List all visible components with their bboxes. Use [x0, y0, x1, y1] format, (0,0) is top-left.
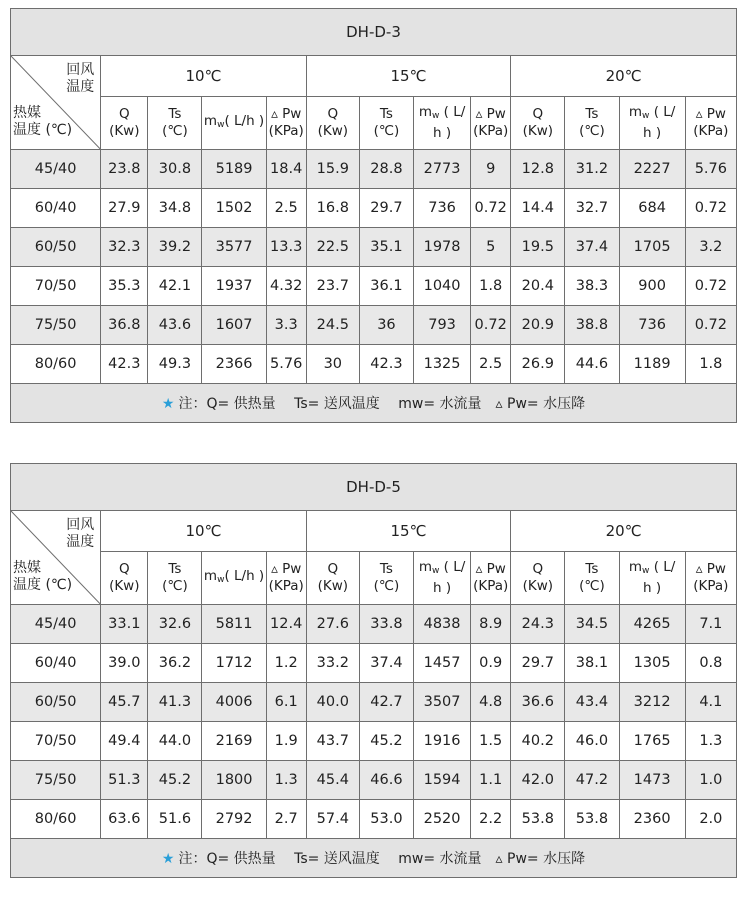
heat-medium-temp: 70/50 — [11, 722, 101, 761]
table-cell: 42.1 — [148, 267, 202, 306]
column-header-text: $m_w$ ( L/ — [418, 104, 466, 121]
table-row — [11, 345, 737, 384]
performance-table — [10, 463, 737, 878]
table-cell: 2.2 — [471, 800, 511, 839]
corner-text: 温度 (℃) — [13, 577, 73, 593]
subscript: w — [217, 574, 225, 585]
star-icon: ★ — [161, 851, 175, 867]
table-cell: 45.2 — [148, 761, 202, 800]
table-cell: 22.5 — [306, 228, 359, 267]
column-header — [414, 97, 471, 150]
return-air-temp-header: 10℃ — [101, 511, 307, 552]
table-cell: 29.7 — [359, 189, 413, 228]
table-cell: 1594 — [414, 761, 471, 800]
table-cell: 34.5 — [565, 605, 619, 644]
column-header — [266, 97, 306, 150]
column-header — [306, 97, 359, 150]
column-header — [414, 552, 471, 605]
table-cell: 43.4 — [565, 683, 619, 722]
table-cell: 53.8 — [511, 800, 565, 839]
table-cell: 15.9 — [306, 150, 359, 189]
table-cell: 39.0 — [101, 644, 148, 683]
table-cell: 2169 — [202, 722, 266, 761]
column-header-text: $m_w$ ( L/ — [628, 104, 676, 121]
return-air-temp-header: 15℃ — [306, 56, 511, 97]
table-cell: 1712 — [202, 644, 266, 683]
column-header — [359, 552, 413, 605]
table-cell: 19.5 — [511, 228, 565, 267]
table-cell: 1607 — [202, 306, 266, 345]
column-header — [202, 97, 266, 150]
table-cell: 53.0 — [359, 800, 413, 839]
table-cell: 36 — [359, 306, 413, 345]
table-cell: 900 — [619, 267, 685, 306]
table-cell: 1.2 — [266, 644, 306, 683]
column-header — [202, 552, 266, 605]
column-header-text: Q — [118, 106, 130, 122]
column-header-text: ▵ Pw — [695, 106, 726, 122]
column-header-text: (Kw) — [109, 123, 140, 139]
table-cell: 63.6 — [101, 800, 148, 839]
table-cell: 37.4 — [359, 644, 413, 683]
return-air-temp-header: 15℃ — [306, 511, 511, 552]
heat-medium-label — [13, 560, 72, 594]
column-header — [511, 97, 565, 150]
table-cell: 26.9 — [511, 345, 565, 384]
column-header-text: Ts — [585, 106, 599, 122]
table-cell: 20.4 — [511, 267, 565, 306]
heat-medium-temp: 45/40 — [11, 605, 101, 644]
title-row — [11, 9, 737, 56]
column-header-text: (℃) — [162, 123, 188, 139]
table-cell: 4.8 — [471, 683, 511, 722]
table-cell: 1473 — [619, 761, 685, 800]
column-header-row — [11, 552, 737, 605]
table-cell: 14.4 — [511, 189, 565, 228]
table-cell: 30.8 — [148, 150, 202, 189]
column-header-text: (Kw) — [317, 578, 349, 594]
return-air-temp-header: 20℃ — [511, 56, 737, 97]
table-cell: 1.0 — [685, 761, 736, 800]
table-cell: 736 — [619, 306, 685, 345]
corner-text: 热媒 — [13, 560, 41, 576]
table-cell: 24.5 — [306, 306, 359, 345]
table-cell: 44.6 — [565, 345, 619, 384]
table-cell: 45.2 — [359, 722, 413, 761]
column-header-text: (KPa) — [473, 123, 509, 139]
column-header-text: (KPa) — [268, 123, 304, 139]
column-header-text: (℃) — [373, 578, 400, 594]
column-header-text: ▵ Pw — [271, 106, 302, 122]
table-cell: 2773 — [414, 150, 471, 189]
column-header-text: Q — [118, 561, 130, 577]
column-header-text: ▵ Pw — [475, 561, 506, 577]
return-air-temp-header: 10℃ — [101, 56, 307, 97]
legend-note — [11, 839, 737, 878]
table-cell: 1.3 — [266, 761, 306, 800]
table-cell: 39.2 — [148, 228, 202, 267]
column-header — [266, 552, 306, 605]
column-header-text: ▵ Pw — [695, 561, 726, 577]
table-cell: 2360 — [619, 800, 685, 839]
table-cell: 38.8 — [565, 306, 619, 345]
table-cell: 40.2 — [511, 722, 565, 761]
table-cell: 0.72 — [471, 306, 511, 345]
subscript: w — [432, 111, 440, 121]
table-cell: 1.1 — [471, 761, 511, 800]
table-row — [11, 306, 737, 345]
column-header-text: h ) — [643, 580, 662, 596]
table-cell: 1.5 — [471, 722, 511, 761]
table-cell: 1.8 — [685, 345, 736, 384]
table-cell: 45.4 — [306, 761, 359, 800]
table-cell: 6.1 — [266, 683, 306, 722]
note-row — [11, 384, 737, 423]
table-cell: 1800 — [202, 761, 266, 800]
table-cell: 1978 — [414, 228, 471, 267]
column-header-text: Q — [532, 106, 544, 122]
column-header-text: h ) — [643, 125, 662, 141]
table-cell: 4006 — [202, 683, 266, 722]
table-cell: 1937 — [202, 267, 266, 306]
table-cell: 38.1 — [565, 644, 619, 683]
table-cell: 42.3 — [359, 345, 413, 384]
star-icon: ★ — [161, 396, 175, 412]
subscript: w — [642, 111, 650, 121]
table-cell: 4.1 — [685, 683, 736, 722]
table-cell: 27.9 — [101, 189, 148, 228]
table-cell: 5811 — [202, 605, 266, 644]
corner-text: 回风 — [66, 517, 95, 533]
column-header-text: (℃) — [373, 123, 400, 139]
subscript: w — [217, 119, 225, 130]
table-row — [11, 722, 737, 761]
column-header-text: Q — [327, 106, 339, 122]
table-cell: 27.6 — [306, 605, 359, 644]
column-header-text: h ) — [433, 125, 452, 141]
table-cell: 793 — [414, 306, 471, 345]
table-cell: 57.4 — [306, 800, 359, 839]
table-cell: 1765 — [619, 722, 685, 761]
heat-medium-label — [13, 105, 72, 139]
table-cell: 0.72 — [685, 189, 736, 228]
column-header — [619, 97, 685, 150]
corner-header — [11, 511, 101, 605]
table-row — [11, 800, 737, 839]
column-header-text: $m_w$ ( L/ — [628, 559, 676, 576]
table-cell: 53.8 — [565, 800, 619, 839]
table-cell: 4265 — [619, 605, 685, 644]
table-cell: 3.2 — [685, 228, 736, 267]
table-cell: 49.3 — [148, 345, 202, 384]
table-row — [11, 228, 737, 267]
table-cell: 12.4 — [266, 605, 306, 644]
table-cell: 41.3 — [148, 683, 202, 722]
column-header — [565, 552, 619, 605]
column-header — [101, 552, 148, 605]
table-cell: 2520 — [414, 800, 471, 839]
table-cell: 32.3 — [101, 228, 148, 267]
column-header-text: (KPa) — [693, 578, 729, 594]
column-header — [511, 552, 565, 605]
column-header — [685, 97, 736, 150]
table-cell: 3507 — [414, 683, 471, 722]
table-cell: 3212 — [619, 683, 685, 722]
table-cell: 46.0 — [565, 722, 619, 761]
column-header-text: Q — [532, 561, 544, 577]
column-header-text: (KPa) — [473, 578, 509, 594]
table-cell: 36.8 — [101, 306, 148, 345]
column-header-text: $m_w$ ( L/ — [418, 559, 466, 576]
corner-text: 回风 — [66, 62, 95, 78]
column-header-text: (Kw) — [317, 123, 349, 139]
table-cell: 12.8 — [511, 150, 565, 189]
subscript: w — [642, 566, 650, 576]
table-row — [11, 150, 737, 189]
table-cell: 2366 — [202, 345, 266, 384]
column-header-text: (KPa) — [693, 123, 729, 139]
table-cell: 9 — [471, 150, 511, 189]
return-air-temp-row — [11, 56, 737, 97]
table-cell: 33.1 — [101, 605, 148, 644]
note-text: 注：Q= 供热量 Ts= 送风温度 mw= 水流量 ▵ Pw= 水压降 — [178, 396, 586, 412]
column-header-text: Ts — [585, 561, 599, 577]
table-cell: 36.1 — [359, 267, 413, 306]
table-cell: 36.6 — [511, 683, 565, 722]
table-cell: 5.76 — [266, 345, 306, 384]
table-cell: 42.0 — [511, 761, 565, 800]
heat-medium-temp: 45/40 — [11, 150, 101, 189]
corner-text: 温度 (℃) — [13, 122, 73, 138]
table-cell: 49.4 — [101, 722, 148, 761]
column-header-text: Ts — [168, 561, 182, 577]
table-cell: 1040 — [414, 267, 471, 306]
table-cell: 42.3 — [101, 345, 148, 384]
table-cell: 1.9 — [266, 722, 306, 761]
table-cell: 35.1 — [359, 228, 413, 267]
legend-note — [11, 384, 737, 423]
table-cell: 45.7 — [101, 683, 148, 722]
table-cell: 1325 — [414, 345, 471, 384]
table-cell: 5.76 — [685, 150, 736, 189]
table-cell: 1705 — [619, 228, 685, 267]
heat-medium-temp: 60/40 — [11, 644, 101, 683]
column-header-text: (℃) — [162, 578, 188, 594]
column-header-text: ▵ Pw — [475, 106, 506, 122]
column-header-text: Ts — [379, 106, 393, 122]
table-cell: 46.6 — [359, 761, 413, 800]
column-header — [148, 552, 202, 605]
column-header — [306, 552, 359, 605]
heat-medium-temp: 60/50 — [11, 683, 101, 722]
table-cell: 736 — [414, 189, 471, 228]
return-air-temp-row — [11, 511, 737, 552]
table-cell: 5 — [471, 228, 511, 267]
table-cell: 5189 — [202, 150, 266, 189]
table-cell: 34.8 — [148, 189, 202, 228]
table-cell: 0.8 — [685, 644, 736, 683]
table-cell: 32.7 — [565, 189, 619, 228]
performance-table — [10, 8, 737, 423]
heat-medium-temp: 80/60 — [11, 800, 101, 839]
table-cell: 18.4 — [266, 150, 306, 189]
column-header-text: (℃) — [579, 578, 605, 594]
column-header-text: $m_w$( L/h ) — [203, 112, 265, 130]
table-cell: 47.2 — [565, 761, 619, 800]
table-title: DH-D-3 — [11, 9, 737, 56]
table-row — [11, 267, 737, 306]
table-cell: 2792 — [202, 800, 266, 839]
subscript: w — [432, 566, 440, 576]
table-cell: 1305 — [619, 644, 685, 683]
column-header-text: (KPa) — [268, 578, 304, 594]
table-cell: 1.3 — [685, 722, 736, 761]
table-cell: 2.5 — [266, 189, 306, 228]
return-air-temp-header: 20℃ — [511, 511, 737, 552]
table-cell: 1.8 — [471, 267, 511, 306]
corner-header — [11, 56, 101, 150]
table-title: DH-D-5 — [11, 464, 737, 511]
column-header-text: h ) — [433, 580, 452, 596]
column-header — [148, 97, 202, 150]
table-cell: 40.0 — [306, 683, 359, 722]
table-cell: 23.7 — [306, 267, 359, 306]
table-row — [11, 644, 737, 683]
table-cell: 13.3 — [266, 228, 306, 267]
table-row — [11, 605, 737, 644]
table-cell: 51.3 — [101, 761, 148, 800]
table-cell: 0.72 — [685, 306, 736, 345]
note-text: 注：Q= 供热量 Ts= 送风温度 mw= 水流量 ▵ Pw= 水压降 — [178, 851, 586, 867]
table-cell: 2.0 — [685, 800, 736, 839]
column-header — [565, 97, 619, 150]
table-cell: 24.3 — [511, 605, 565, 644]
column-header-text: Ts — [168, 106, 182, 122]
column-header — [471, 552, 511, 605]
table-cell: 16.8 — [306, 189, 359, 228]
table-cell: 30 — [306, 345, 359, 384]
table-cell: 32.6 — [148, 605, 202, 644]
corner-text: 温度 — [66, 534, 95, 550]
table-cell: 2227 — [619, 150, 685, 189]
column-header-text: (Kw) — [522, 578, 554, 594]
table-cell: 36.2 — [148, 644, 202, 683]
column-header-text: ▵ Pw — [271, 561, 302, 577]
table-cell: 4.32 — [266, 267, 306, 306]
table-cell: 37.4 — [565, 228, 619, 267]
note-row — [11, 839, 737, 878]
table-cell: 1189 — [619, 345, 685, 384]
return-air-label — [66, 517, 94, 551]
table-cell: 7.1 — [685, 605, 736, 644]
heat-medium-temp: 70/50 — [11, 267, 101, 306]
table-cell: 20.9 — [511, 306, 565, 345]
table-cell: 31.2 — [565, 150, 619, 189]
column-header-text: (Kw) — [109, 578, 140, 594]
table-cell: 42.7 — [359, 683, 413, 722]
column-header — [619, 552, 685, 605]
table-cell: 33.8 — [359, 605, 413, 644]
table-row — [11, 189, 737, 228]
table-cell: 51.6 — [148, 800, 202, 839]
table-cell: 35.3 — [101, 267, 148, 306]
column-header-text: Q — [327, 561, 339, 577]
heat-medium-temp: 75/50 — [11, 761, 101, 800]
heat-medium-temp: 60/50 — [11, 228, 101, 267]
table-cell: 44.0 — [148, 722, 202, 761]
column-header-text: (℃) — [579, 123, 605, 139]
column-header — [359, 97, 413, 150]
column-header — [471, 97, 511, 150]
table-cell: 3577 — [202, 228, 266, 267]
table-cell: 23.8 — [101, 150, 148, 189]
heat-medium-temp: 75/50 — [11, 306, 101, 345]
table-cell: 43.7 — [306, 722, 359, 761]
table-row — [11, 683, 737, 722]
table-row — [11, 761, 737, 800]
table-cell: 0.9 — [471, 644, 511, 683]
table-cell: 1502 — [202, 189, 266, 228]
column-header-row — [11, 97, 737, 150]
table-cell: 1916 — [414, 722, 471, 761]
column-header — [101, 97, 148, 150]
return-air-label — [66, 62, 94, 96]
table-cell: 4838 — [414, 605, 471, 644]
title-row — [11, 464, 737, 511]
table-cell: 29.7 — [511, 644, 565, 683]
column-header-text: (Kw) — [522, 123, 554, 139]
table-cell: 3.3 — [266, 306, 306, 345]
table-cell: 1457 — [414, 644, 471, 683]
heat-medium-temp: 80/60 — [11, 345, 101, 384]
corner-text: 温度 — [66, 79, 95, 95]
corner-text: 热媒 — [13, 105, 41, 121]
table-cell: 2.7 — [266, 800, 306, 839]
table-cell: 43.6 — [148, 306, 202, 345]
heat-medium-temp: 60/40 — [11, 189, 101, 228]
table-cell: 2.5 — [471, 345, 511, 384]
column-header-text: Ts — [379, 561, 393, 577]
table-cell: 8.9 — [471, 605, 511, 644]
column-header — [685, 552, 736, 605]
table-cell: 0.72 — [471, 189, 511, 228]
table-cell: 0.72 — [685, 267, 736, 306]
table-cell: 33.2 — [306, 644, 359, 683]
table-cell: 28.8 — [359, 150, 413, 189]
table-cell: 684 — [619, 189, 685, 228]
column-header-text: $m_w$( L/h ) — [203, 567, 265, 585]
table-cell: 38.3 — [565, 267, 619, 306]
